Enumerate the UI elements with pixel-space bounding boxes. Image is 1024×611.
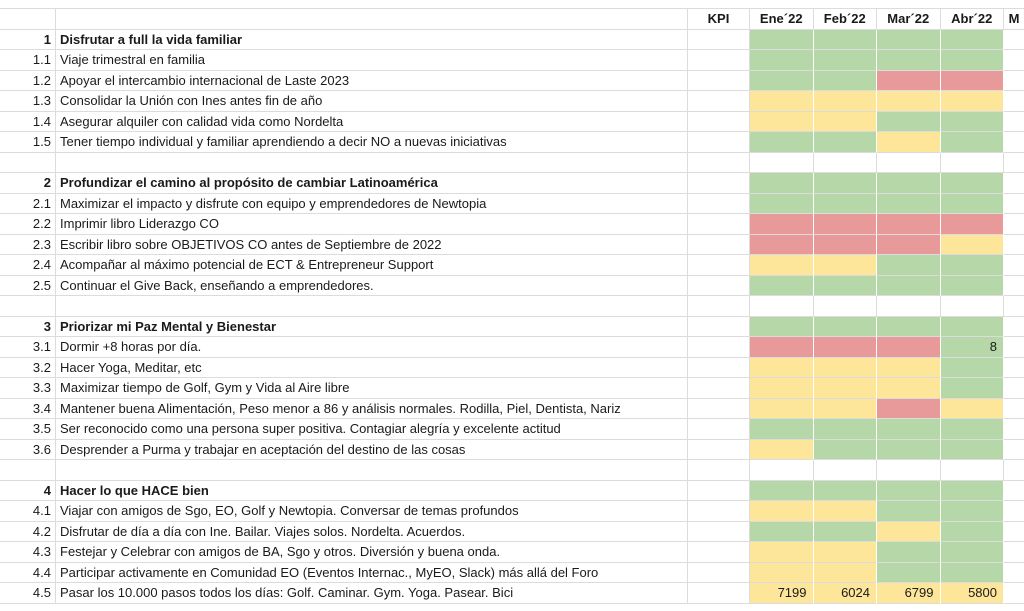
row-margin-cell[interactable] [0,112,10,133]
status-cell-mar-yellow[interactable] [877,358,941,379]
row-number-cell[interactable]: 4.4 [10,563,56,584]
status-cell-ene-green[interactable] [750,317,814,338]
row-kpi-cell[interactable] [688,194,750,215]
row-objective-cell[interactable]: Profundizar el camino al propósito de cambiar Latinoamérica [56,173,688,194]
status-cell-mar-empty[interactable] [877,460,941,481]
status-cell-feb-green[interactable] [814,419,878,440]
next-month-cell[interactable] [1004,91,1024,112]
status-cell-ene-red[interactable] [750,337,814,358]
status-cell-abr-green[interactable] [941,481,1005,502]
status-cell-abr-green[interactable] [941,132,1005,153]
row-margin-cell[interactable] [0,378,10,399]
status-cell-ene-yellow[interactable] [750,255,814,276]
status-cell-feb-green[interactable] [814,481,878,502]
status-cell-mar-green[interactable] [877,276,941,297]
status-cell-feb-green[interactable] [814,71,878,92]
spacer-row [0,153,1024,174]
item-row [0,378,1024,399]
item-row [0,50,1024,71]
status-cell-abr-red[interactable] [941,214,1005,235]
item-row [0,235,1024,256]
row-margin-cell[interactable] [0,460,10,481]
row-margin-cell[interactable] [0,71,10,92]
header-month-next-partial[interactable]: M [1004,9,1024,30]
row-objective-cell[interactable]: Escribir libro sobre OBJETIVOS CO antes de Septiembre de 2022 [56,235,688,256]
status-cell-mar-yellow[interactable] [877,522,941,543]
next-month-cell[interactable] [1004,132,1024,153]
row-number-cell[interactable]: 1.1 [10,50,56,71]
row-margin-cell[interactable] [0,276,10,297]
status-cell-mar-empty[interactable] [877,153,941,174]
next-month-cell[interactable] [1004,112,1024,133]
status-cell-abr-green[interactable] [941,419,1005,440]
row-margin-cell[interactable] [0,317,10,338]
status-cell-mar-green[interactable] [877,440,941,461]
row-number-cell[interactable] [10,460,56,481]
status-cell-ene-yellow[interactable] [750,378,814,399]
row-kpi-cell[interactable] [688,255,750,276]
status-cell-abr-green[interactable] [941,522,1005,543]
row-number-cell[interactable]: 2 [10,173,56,194]
next-month-cell[interactable] [1004,419,1024,440]
status-cell-ene-yellow[interactable] [750,399,814,420]
row-kpi-cell[interactable] [688,337,750,358]
item-row [0,112,1024,133]
item-row [0,563,1024,584]
status-cell-ene-yellow[interactable] [750,501,814,522]
status-cell-abr-green[interactable] [941,542,1005,563]
status-cell-mar-green[interactable] [877,30,941,51]
status-cell-abr-green[interactable]: 8 [941,337,1005,358]
item-row [0,132,1024,153]
row-margin-cell[interactable] [0,522,10,543]
section-row [0,173,1024,194]
status-cell-feb-green[interactable] [814,132,878,153]
status-cell-ene-green[interactable] [750,481,814,502]
next-month-cell[interactable] [1004,460,1024,481]
status-cell-ene-red[interactable] [750,235,814,256]
status-cell-mar-green[interactable] [877,255,941,276]
row-margin-cell[interactable] [0,583,10,604]
section-row [0,30,1024,51]
next-month-cell[interactable] [1004,337,1024,358]
status-cell-feb-green[interactable] [814,30,878,51]
status-cell-mar-red[interactable] [877,214,941,235]
header-row [0,9,1024,30]
item-row [0,337,1024,358]
row-kpi-cell[interactable] [688,460,750,481]
row-objective-cell[interactable]: Viaje trimestral en familia [56,50,688,71]
row-kpi-cell[interactable] [688,317,750,338]
status-cell-feb-green[interactable] [814,522,878,543]
status-cell-feb-yellow[interactable] [814,91,878,112]
row-number-cell[interactable]: 2.4 [10,255,56,276]
row-objective-cell[interactable]: Dormir +8 horas por día. [56,337,688,358]
row-kpi-cell[interactable] [688,214,750,235]
status-cell-ene-green[interactable] [750,132,814,153]
status-cell-mar-empty[interactable] [877,296,941,317]
status-cell-abr-green[interactable] [941,50,1005,71]
row-number-cell[interactable]: 4.5 [10,583,56,604]
row-number-cell[interactable]: 4 [10,481,56,502]
row-margin-cell[interactable] [0,542,10,563]
item-row [0,419,1024,440]
status-cell-mar-red[interactable] [877,337,941,358]
next-month-cell[interactable] [1004,214,1024,235]
row-objective-cell[interactable]: Ser reconocido como una persona super positiva. Contagiar alegría y excelente actitud [56,419,688,440]
next-month-cell[interactable] [1004,276,1024,297]
row-number-cell[interactable]: 4.3 [10,542,56,563]
row-margin-cell[interactable] [0,399,10,420]
status-cell-feb-green[interactable] [814,317,878,338]
item-row [0,194,1024,215]
row-number-cell[interactable]: 1.2 [10,71,56,92]
row-objective-cell[interactable]: Hacer Yoga, Meditar, etc [56,358,688,379]
row-kpi-cell[interactable] [688,542,750,563]
status-cell-abr-red[interactable] [941,71,1005,92]
status-cell-feb-green[interactable] [814,194,878,215]
row-objective-cell[interactable]: Asegurar alquiler con calidad vida como Nordelta [56,112,688,133]
row-objective-cell[interactable]: Viajar con amigos de Sgo, EO, Golf y Newtopia. Conversar de temas profundos [56,501,688,522]
row-number-cell[interactable]: 3.5 [10,419,56,440]
status-cell-feb-red[interactable] [814,235,878,256]
header-text-cell[interactable] [56,9,688,30]
header-month-abr[interactable]: Abr´22 [941,9,1005,30]
row-objective-cell[interactable]: Mantener buena Alimentación, Peso menor a 86 y análisis normales. Rodilla, Piel, Dentista, Nariz [56,399,688,420]
row-number-cell[interactable]: 2.5 [10,276,56,297]
row-objective-cell[interactable]: Pasar los 10.000 pasos todos los días: Golf. Caminar. Gym. Yoga. Pasear. Bici [56,583,688,604]
row-margin-cell[interactable] [0,214,10,235]
status-cell-mar-yellow[interactable] [877,132,941,153]
status-cell-ene-empty[interactable] [750,296,814,317]
status-cell-mar-red[interactable] [877,71,941,92]
row-objective-cell[interactable]: Desprender a Purma y trabajar en aceptación del destino de las cosas [56,440,688,461]
status-cell-ene-yellow[interactable] [750,542,814,563]
status-cell-feb-green[interactable] [814,276,878,297]
next-month-cell[interactable] [1004,235,1024,256]
next-month-cell[interactable] [1004,583,1024,604]
row-kpi-cell[interactable] [688,583,750,604]
status-cell-mar-green[interactable] [877,419,941,440]
row-margin-cell[interactable] [0,481,10,502]
spacer-row [0,460,1024,481]
status-cell-abr-yellow[interactable]: 5800 [941,583,1005,604]
header-corner-cell[interactable] [0,9,10,30]
status-cell-mar-green[interactable] [877,173,941,194]
row-margin-cell[interactable] [0,91,10,112]
row-objective-cell[interactable]: Disfrutar de día a día con Ine. Bailar. Viajes solos. Nordelta. Acuerdos. [56,522,688,543]
row-number-cell[interactable] [10,296,56,317]
status-cell-abr-yellow[interactable] [941,399,1005,420]
section-row [0,317,1024,338]
row-margin-cell[interactable] [0,153,10,174]
row-kpi-cell[interactable] [688,30,750,51]
row-number-cell[interactable]: 3.3 [10,378,56,399]
status-cell-ene-green[interactable] [750,522,814,543]
header-month-feb[interactable]: Feb´22 [814,9,878,30]
status-cell-abr-green[interactable] [941,276,1005,297]
next-month-cell[interactable] [1004,255,1024,276]
status-cell-mar-green[interactable] [877,563,941,584]
row-kpi-cell[interactable] [688,91,750,112]
row-objective-cell[interactable] [56,153,688,174]
status-cell-feb-yellow[interactable] [814,542,878,563]
next-month-cell[interactable] [1004,30,1024,51]
status-cell-feb-empty[interactable] [814,296,878,317]
status-cell-ene-green[interactable] [750,194,814,215]
row-margin-cell[interactable] [0,30,10,51]
row-kpi-cell[interactable] [688,358,750,379]
row-number-cell[interactable]: 1.4 [10,112,56,133]
status-cell-feb-empty[interactable] [814,460,878,481]
status-cell-abr-green[interactable] [941,255,1005,276]
status-cell-abr-yellow[interactable] [941,91,1005,112]
row-objective-cell[interactable]: Participar activamente en Comunidad EO (Eventos Internac., MyEO, Slack) más allá del Foro [56,563,688,584]
status-cell-abr-green[interactable] [941,30,1005,51]
status-cell-ene-yellow[interactable] [750,440,814,461]
row-number-cell[interactable]: 1.5 [10,132,56,153]
row-kpi-cell[interactable] [688,399,750,420]
next-month-cell[interactable] [1004,317,1024,338]
status-cell-abr-green[interactable] [941,563,1005,584]
row-margin-cell[interactable] [0,173,10,194]
status-cell-ene-green[interactable] [750,71,814,92]
row-kpi-cell[interactable] [688,132,750,153]
row-objective-cell[interactable]: Maximizar el impacto y disfrute con equipo y emprendedores de Newtopia [56,194,688,215]
next-month-cell[interactable] [1004,153,1024,174]
status-cell-feb-empty[interactable] [814,153,878,174]
row-margin-cell[interactable] [0,563,10,584]
status-cell-feb-yellow[interactable] [814,378,878,399]
status-cell-abr-green[interactable] [941,440,1005,461]
next-month-cell[interactable] [1004,71,1024,92]
status-cell-feb-yellow[interactable]: 6024 [814,583,878,604]
status-cell-ene-green[interactable] [750,50,814,71]
row-number-cell[interactable]: 2.3 [10,235,56,256]
row-kpi-cell[interactable] [688,563,750,584]
row-number-cell[interactable]: 2.1 [10,194,56,215]
row-margin-cell[interactable] [0,501,10,522]
row-objective-cell[interactable]: Priorizar mi Paz Mental y Bienestar [56,317,688,338]
status-cell-mar-yellow[interactable] [877,91,941,112]
item-row [0,583,1024,604]
row-objective-cell[interactable]: Disfrutar a full la vida familiar [56,30,688,51]
status-cell-ene-empty[interactable] [750,460,814,481]
row-margin-cell[interactable] [0,296,10,317]
status-cell-ene-empty[interactable] [750,153,814,174]
row-objective-cell[interactable]: Maximizar tiempo de Golf, Gym y Vida al Aire libre [56,378,688,399]
status-cell-feb-green[interactable] [814,440,878,461]
status-cell-mar-green[interactable] [877,112,941,133]
row-objective-cell[interactable]: Hacer lo que HACE bien [56,481,688,502]
status-cell-feb-yellow[interactable] [814,501,878,522]
status-cell-mar-green[interactable] [877,542,941,563]
item-row [0,399,1024,420]
row-objective-cell[interactable] [56,460,688,481]
next-month-cell[interactable] [1004,501,1024,522]
next-month-cell[interactable] [1004,50,1024,71]
status-cell-feb-yellow[interactable] [814,563,878,584]
status-cell-abr-empty[interactable] [941,153,1005,174]
status-cell-feb-green[interactable] [814,173,878,194]
next-month-cell[interactable] [1004,378,1024,399]
row-objective-cell[interactable]: Festejar y Celebrar con amigos de BA, Sgo y otros. Diversión y buena onda. [56,542,688,563]
item-row [0,440,1024,461]
row-objective-cell[interactable]: Tener tiempo individual y familiar aprendiendo a decir NO a nuevas iniciativas [56,132,688,153]
section-row [0,481,1024,502]
row-margin-cell[interactable] [0,419,10,440]
status-cell-mar-green[interactable] [877,317,941,338]
next-month-cell[interactable] [1004,563,1024,584]
next-month-cell[interactable] [1004,194,1024,215]
next-month-cell[interactable] [1004,296,1024,317]
row-kpi-cell[interactable] [688,235,750,256]
row-number-cell[interactable]: 3.6 [10,440,56,461]
row-number-cell[interactable]: 3.2 [10,358,56,379]
row-kpi-cell[interactable] [688,153,750,174]
row-kpi-cell[interactable] [688,276,750,297]
row-kpi-cell[interactable] [688,481,750,502]
status-cell-abr-green[interactable] [941,501,1005,522]
status-cell-ene-green[interactable] [750,173,814,194]
row-kpi-cell[interactable] [688,173,750,194]
row-margin-cell[interactable] [0,440,10,461]
status-cell-mar-yellow[interactable]: 6799 [877,583,941,604]
next-month-cell[interactable] [1004,522,1024,543]
status-cell-abr-green[interactable] [941,173,1005,194]
status-cell-feb-red[interactable] [814,337,878,358]
next-month-cell[interactable] [1004,173,1024,194]
header-num-cell[interactable] [10,9,56,30]
status-cell-feb-yellow[interactable] [814,112,878,133]
status-cell-mar-red[interactable] [877,399,941,420]
row-objective-cell[interactable]: Apoyar el intercambio internacional de Laste 2023 [56,71,688,92]
status-cell-mar-red[interactable] [877,235,941,256]
status-cell-ene-yellow[interactable] [750,112,814,133]
header-kpi[interactable]: KPI [688,9,750,30]
row-margin-cell[interactable] [0,337,10,358]
status-cell-abr-green[interactable] [941,194,1005,215]
status-cell-abr-empty[interactable] [941,296,1005,317]
row-number-cell[interactable] [10,153,56,174]
row-margin-cell[interactable] [0,132,10,153]
item-row [0,522,1024,543]
status-cell-abr-green[interactable] [941,112,1005,133]
row-objective-cell[interactable]: Imprimir libro Liderazgo CO [56,214,688,235]
row-objective-cell[interactable]: Consolidar la Unión con Ines antes fin de año [56,91,688,112]
status-cell-feb-yellow[interactable] [814,399,878,420]
status-cell-abr-green[interactable] [941,358,1005,379]
item-row [0,71,1024,92]
item-row [0,255,1024,276]
row-number-cell[interactable]: 3.1 [10,337,56,358]
status-cell-mar-green[interactable] [877,501,941,522]
status-cell-ene-yellow[interactable] [750,358,814,379]
row-margin-cell[interactable] [0,50,10,71]
row-kpi-cell[interactable] [688,522,750,543]
header-month-ene[interactable]: Ene´22 [750,9,814,30]
status-cell-mar-green[interactable] [877,481,941,502]
row-objective-cell[interactable]: Acompañar al máximo potencial de ECT & Entrepreneur Support [56,255,688,276]
status-cell-mar-green[interactable] [877,194,941,215]
status-cell-feb-green[interactable] [814,50,878,71]
row-margin-cell[interactable] [0,358,10,379]
row-number-cell[interactable]: 4.2 [10,522,56,543]
status-cell-mar-yellow[interactable] [877,378,941,399]
row-kpi-cell[interactable] [688,419,750,440]
row-kpi-cell[interactable] [688,112,750,133]
spacer-row [0,296,1024,317]
status-cell-abr-empty[interactable] [941,460,1005,481]
row-number-cell[interactable]: 1.3 [10,91,56,112]
status-cell-abr-yellow[interactable] [941,235,1005,256]
row-kpi-cell[interactable] [688,50,750,71]
row-kpi-cell[interactable] [688,378,750,399]
item-row [0,542,1024,563]
next-month-cell[interactable] [1004,358,1024,379]
item-row [0,358,1024,379]
row-number-cell[interactable]: 4.1 [10,501,56,522]
row-number-cell[interactable]: 3 [10,317,56,338]
row-kpi-cell[interactable] [688,71,750,92]
row-margin-cell[interactable] [0,194,10,215]
status-cell-abr-green[interactable] [941,378,1005,399]
item-row [0,214,1024,235]
status-cell-feb-yellow[interactable] [814,255,878,276]
row-kpi-cell[interactable] [688,440,750,461]
status-cell-mar-green[interactable] [877,50,941,71]
grid-top-border [0,0,1024,9]
status-cell-ene-green[interactable] [750,419,814,440]
header-month-mar[interactable]: Mar´22 [877,9,941,30]
next-month-cell[interactable] [1004,481,1024,502]
status-cell-feb-red[interactable] [814,214,878,235]
status-cell-ene-yellow[interactable] [750,563,814,584]
row-number-cell[interactable]: 1 [10,30,56,51]
next-month-cell[interactable] [1004,399,1024,420]
item-row [0,501,1024,522]
next-month-cell[interactable] [1004,440,1024,461]
status-cell-ene-yellow[interactable] [750,91,814,112]
row-margin-cell[interactable] [0,235,10,256]
row-kpi-cell[interactable] [688,501,750,522]
status-cell-abr-green[interactable] [941,317,1005,338]
status-cell-ene-green[interactable] [750,276,814,297]
row-kpi-cell[interactable] [688,296,750,317]
row-objective-cell[interactable] [56,296,688,317]
row-margin-cell[interactable] [0,255,10,276]
status-cell-ene-yellow[interactable]: 7199 [750,583,814,604]
next-month-cell[interactable] [1004,542,1024,563]
status-cell-feb-yellow[interactable] [814,358,878,379]
row-objective-cell[interactable]: Continuar el Give Back, enseñando a emprendedores. [56,276,688,297]
row-number-cell[interactable]: 2.2 [10,214,56,235]
item-row [0,91,1024,112]
item-row [0,276,1024,297]
row-number-cell[interactable]: 3.4 [10,399,56,420]
status-cell-ene-red[interactable] [750,214,814,235]
status-cell-ene-green[interactable] [750,30,814,51]
